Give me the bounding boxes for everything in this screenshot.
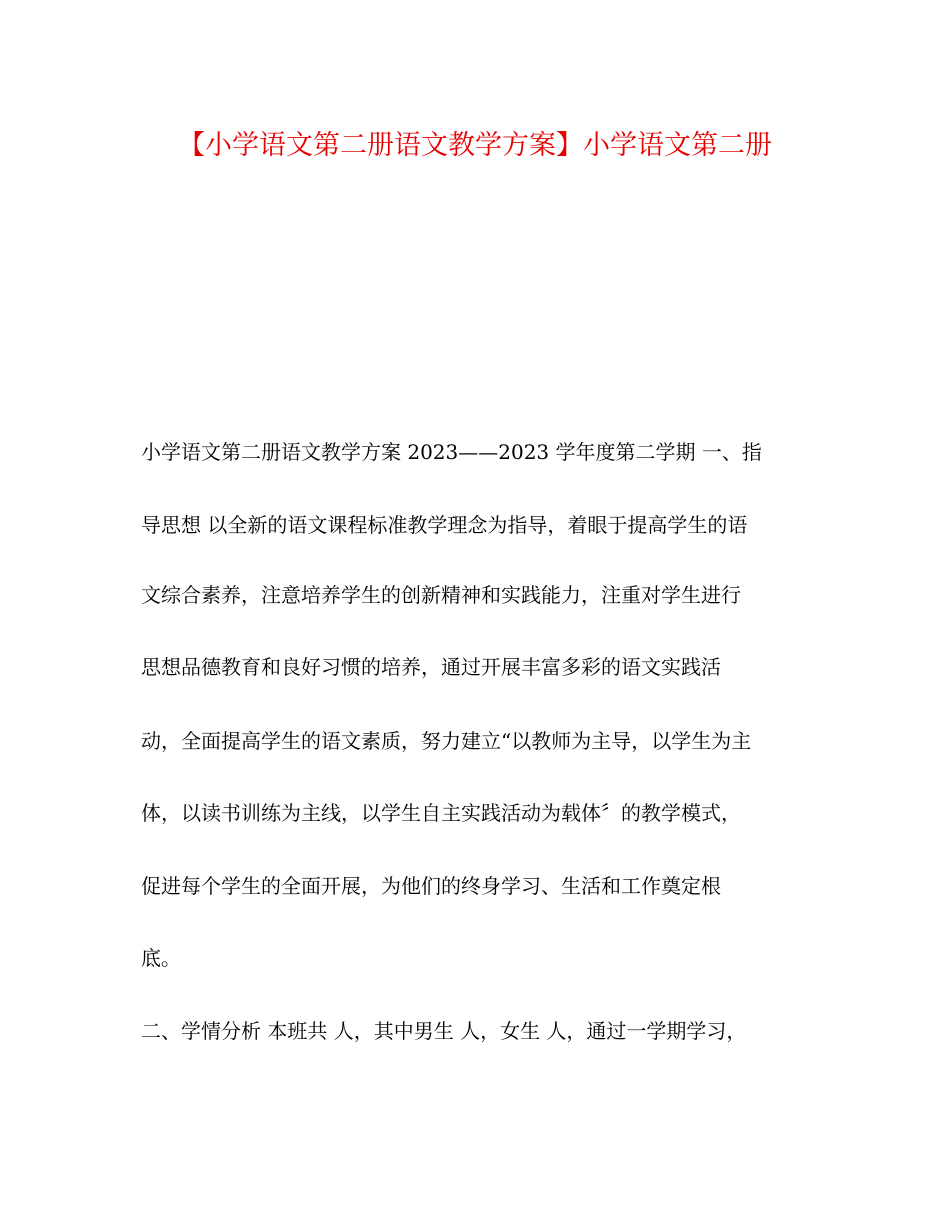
document-title: 【小学语文第二册语文教学方案】小学语文第二册 [178,130,772,161]
body-line: 底。 [141,946,181,970]
body-line: 二、学情分析 本班共 人，其中男生 人，女生 人，通过一学期学习， [141,1019,747,1043]
body-line: 导思想 以全新的语文课程标准教学理念为指导，着眼于提高学生的语 [141,513,748,537]
body-line: 小学语文第二册语文教学方案 2023——2023 学年度第二学期 一、指 [141,440,762,464]
body-line: 动，全面提高学生的语文素质，努力建立“以教师为主导，以学生为主 [141,729,752,753]
body-line: 文综合素养，注意培养学生的创新精神和实践能力，注重对学生进行 [141,583,741,607]
body-line: 促进每个学生的全面开展，为他们的终身学习、生活和工作奠定根 [141,874,721,898]
body-line: 思想品德教育和良好习惯的培养，通过开展丰富多彩的语文实践活 [141,655,721,679]
body-line: 体，以读书训练为主线，以学生自主实践活动为载体〞的教学模式， [141,801,741,825]
